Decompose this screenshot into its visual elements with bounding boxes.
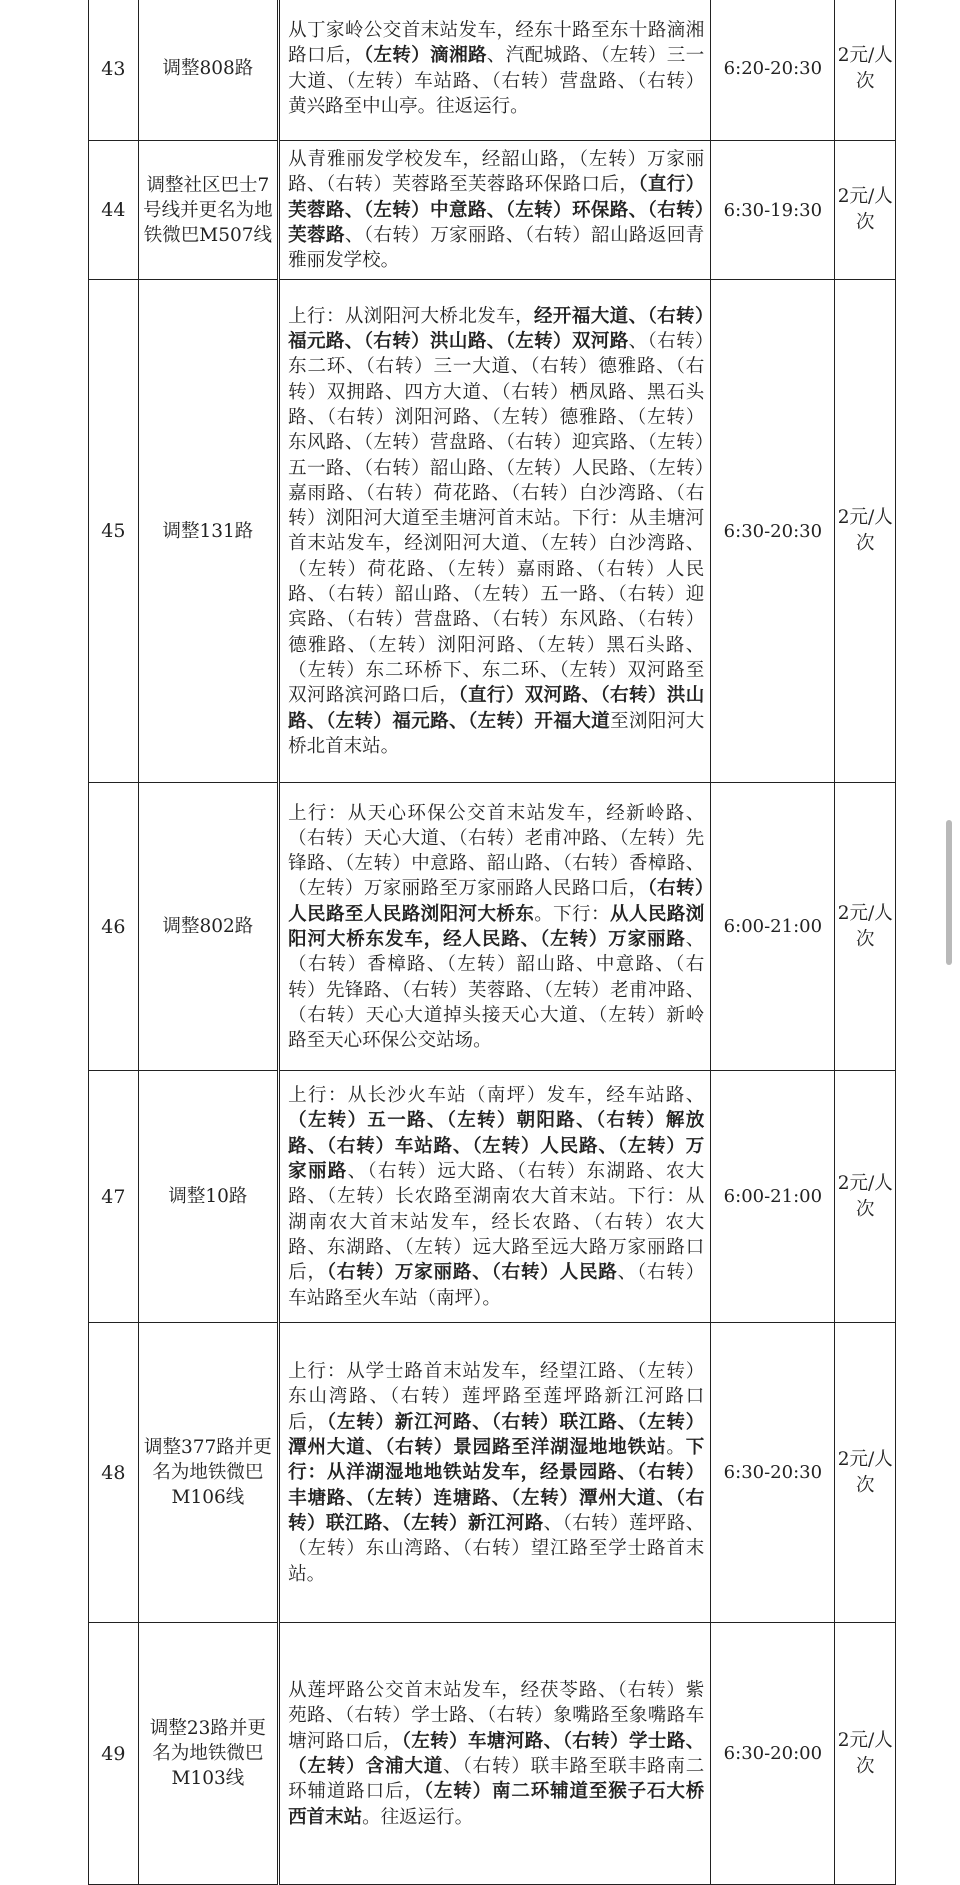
- route-segment: 从丁家岭公交首末站发车，经东十路至东十路滴湘路口后，: [288, 19, 705, 67]
- route-segment: 、（右转）万家丽路、（右转）韶山路返回青雅丽发学校。: [288, 224, 705, 272]
- route-segment: 、（右转）车站路至火车站（南坪）。: [288, 1262, 705, 1309]
- operating-hours: 6:00-21:00: [711, 1071, 835, 1323]
- route-name: 调整10路: [138, 1071, 278, 1323]
- route-segment: 上行：从长沙火车站（南坪）发车，经车站路、: [288, 1085, 705, 1107]
- operating-hours: 6:30-19:30: [711, 141, 835, 280]
- route-name: 调整802路: [138, 783, 278, 1071]
- route-segment-bold: （左转）车塘河路、（右转）学士路、（左转）含浦大道: [288, 1730, 705, 1777]
- route-segment: 、（右转）远大路、（右转）东湖路、农大路、（左转）长农路至湖南农大首末站。下行：从湖南农大首末站发车，经长农路、（右转）农大路、东湖路、（左转）远大路至远大路万家丽路口后，: [288, 1161, 705, 1284]
- operating-hours: 6:30-20:00: [711, 1623, 835, 1885]
- row-number: 49: [89, 1623, 139, 1885]
- route-segment-bold: （直行）双河路、（右转）洪山路、（左转）福元路、（左转）开福大道: [288, 685, 705, 732]
- row-number: 45: [89, 280, 139, 783]
- bus-route-table: [88, 0, 896, 1885]
- fare: 2元/人次: [835, 280, 896, 783]
- table-row: [89, 0, 896, 141]
- route-segment-bold: （左转）五一路、（左转）朝阳路、（右转）解放路、（右转）车站路、（左转）人民路、（左转）万家丽路: [288, 1110, 705, 1183]
- row-number: 44: [89, 141, 139, 280]
- route-segment: 。往返运行。: [362, 1806, 474, 1828]
- route-name: 调整23路并更名为地铁微巴M103线: [138, 1623, 278, 1885]
- fare: 2元/人次: [835, 1623, 896, 1885]
- table-row: [89, 141, 896, 280]
- route-segment: 从青雅丽发学校发车，经韶山路，（左转）万家丽路、（右转）芙蓉路至芙蓉路环保路口后，: [288, 149, 705, 196]
- route-segment: 。下行：: [534, 903, 610, 925]
- scrollbar-thumb[interactable]: [946, 820, 952, 965]
- row-number: 47: [89, 1071, 139, 1323]
- route-segment: 、（右转）香樟路、（左转）韶山路、中意路、（右转）先锋路、（右转）芙蓉路、（左转）老甫冲路、（右转）天心大道掉头接天心大道、（左转）新岭路至天心环保公交站场。: [288, 928, 705, 1052]
- fare: 2元/人次: [835, 141, 896, 280]
- route-segment: 、（右转）莲坪路、（左转）东山湾路、（右转）望江路至学士路首末站。: [288, 1512, 705, 1585]
- route-segment-bold: （左转）新江河路、（右转）联江路、（左转）潭州大道、（右转）景园路至洋湖湿地地铁站: [288, 1411, 705, 1459]
- route-name: 调整社区巴士7号线并更名为地铁微巴M507线: [138, 141, 278, 280]
- route-description: [279, 783, 711, 1071]
- fare: 2元/人次: [835, 1323, 896, 1623]
- route-segment: 上行：从天心环保公交首末站发车，经新岭路、（右转）天心大道、（右转）老甫冲路、（左转）先锋路、（左转）中意路、韶山路、（右转）香樟路、（左转）万家丽路至万家丽路人民路口后，: [288, 802, 705, 900]
- route-segment-bold: （左转）南二环辅道至猴子石大桥西首末站: [288, 1781, 705, 1828]
- table-row: [89, 783, 896, 1071]
- row-number: 48: [89, 1323, 139, 1623]
- route-description: [279, 1623, 711, 1885]
- route-segment-bold: 下行：从洋湖湿地地铁站发车，经景园路、（右转）丰塘路、（左转）连塘路、（左转）潭州大道、（右转）联江路、（左转）新江河路: [288, 1437, 705, 1534]
- route-name: 调整808路: [138, 0, 278, 141]
- table-row: [89, 1623, 896, 1885]
- route-description: [279, 280, 711, 783]
- row-number: 43: [89, 0, 139, 141]
- operating-hours: 6:00-21:00: [711, 783, 835, 1071]
- route-segment-bold: （左转）滴湘路: [363, 45, 487, 67]
- operating-hours: 6:20-20:30: [711, 0, 835, 141]
- route-name: 调整131路: [138, 280, 278, 783]
- route-segment-bold: 从人民路浏阳河大桥东发车，经人民路、（左转）万家丽路: [288, 903, 705, 950]
- route-segment: 、汽配城路、（左转）三一大道、（左转）车站路、（右转）营盘路、（右转）黄兴路至中山亭。往返运行。: [288, 45, 705, 117]
- table-row: [89, 280, 896, 783]
- route-description: [279, 141, 711, 280]
- route-segment-bold: 经开福大道、（右转）福元路、（右转）洪山路、（左转）双河路: [288, 305, 705, 353]
- route-segment: 、（右转）东二环、（右转）三一大道、（右转）德雅路、（右转）双拥路、四方大道、（右转）栖凤路、黑石头路、（右转）浏阳河路、（左转）德雅路、（左转）东风路、（左转）营盘路、（右转）迎宾路、（左转）五一路、（右转）韶山路、（左转）人民路、（左转）嘉雨路、（右转）荷花路、（右转）白沙湾路、（右转）浏阳河大道至圭塘河首末站。下行：从圭塘河首末站发车，经浏阳河大道、（左转）白沙湾路、（左转）荷花路、（左转）嘉雨路、（右转）人民路、（右转）韶山路、（左转）五一路、（右转）迎宾路、（右转）营盘路、（右转）东风路、（右转）德雅路、（左转）浏阳河路、（左转）黑石头路、（左转）东二环桥下、东二环、（左转）双河路至双河路滨河路口后，: [288, 331, 705, 707]
- fare: 2元/人次: [835, 783, 896, 1071]
- route-name: 调整377路并更名为地铁微巴M106线: [138, 1323, 278, 1623]
- table-row: [89, 1071, 896, 1323]
- operating-hours: 6:30-20:30: [711, 1323, 835, 1623]
- route-segment-bold: （右转）万家丽路、（右转）人民路: [326, 1262, 618, 1284]
- fare: 2元/人次: [835, 0, 896, 141]
- route-description: [279, 1071, 711, 1323]
- route-segment-bold: （直行）芙蓉路、（左转）中意路、（左转）环保路、（右转）芙蓉路: [288, 174, 705, 246]
- fare: 2元/人次: [835, 1071, 896, 1323]
- route-segment: 至浏阳河大桥北首末站。: [288, 710, 705, 757]
- route-segment: 上行：从浏阳河大桥北发车，: [288, 305, 534, 327]
- route-segment: 从莲坪路公交首末站发车，经茯苓路、（右转）紫苑路、（右转）学士路、（右转）象嘴路至象嘴路车塘河路口后，: [288, 1680, 705, 1752]
- route-segment: 。: [666, 1437, 686, 1459]
- route-description: [279, 1323, 711, 1623]
- route-description: [279, 0, 711, 141]
- operating-hours: 6:30-20:30: [711, 280, 835, 783]
- row-number: 46: [89, 783, 139, 1071]
- route-segment-bold: （右转）人民路至人民路浏阳河大桥东: [288, 878, 705, 925]
- route-segment: 上行：从学士路首末站发车，经望江路、（左转）东山湾路、（右转）莲坪路至莲坪路新江河路口后，: [288, 1361, 705, 1433]
- route-segment: 、（右转）联丰路至联丰路南二环辅道路口后，: [288, 1755, 705, 1803]
- table-row: [89, 1323, 896, 1623]
